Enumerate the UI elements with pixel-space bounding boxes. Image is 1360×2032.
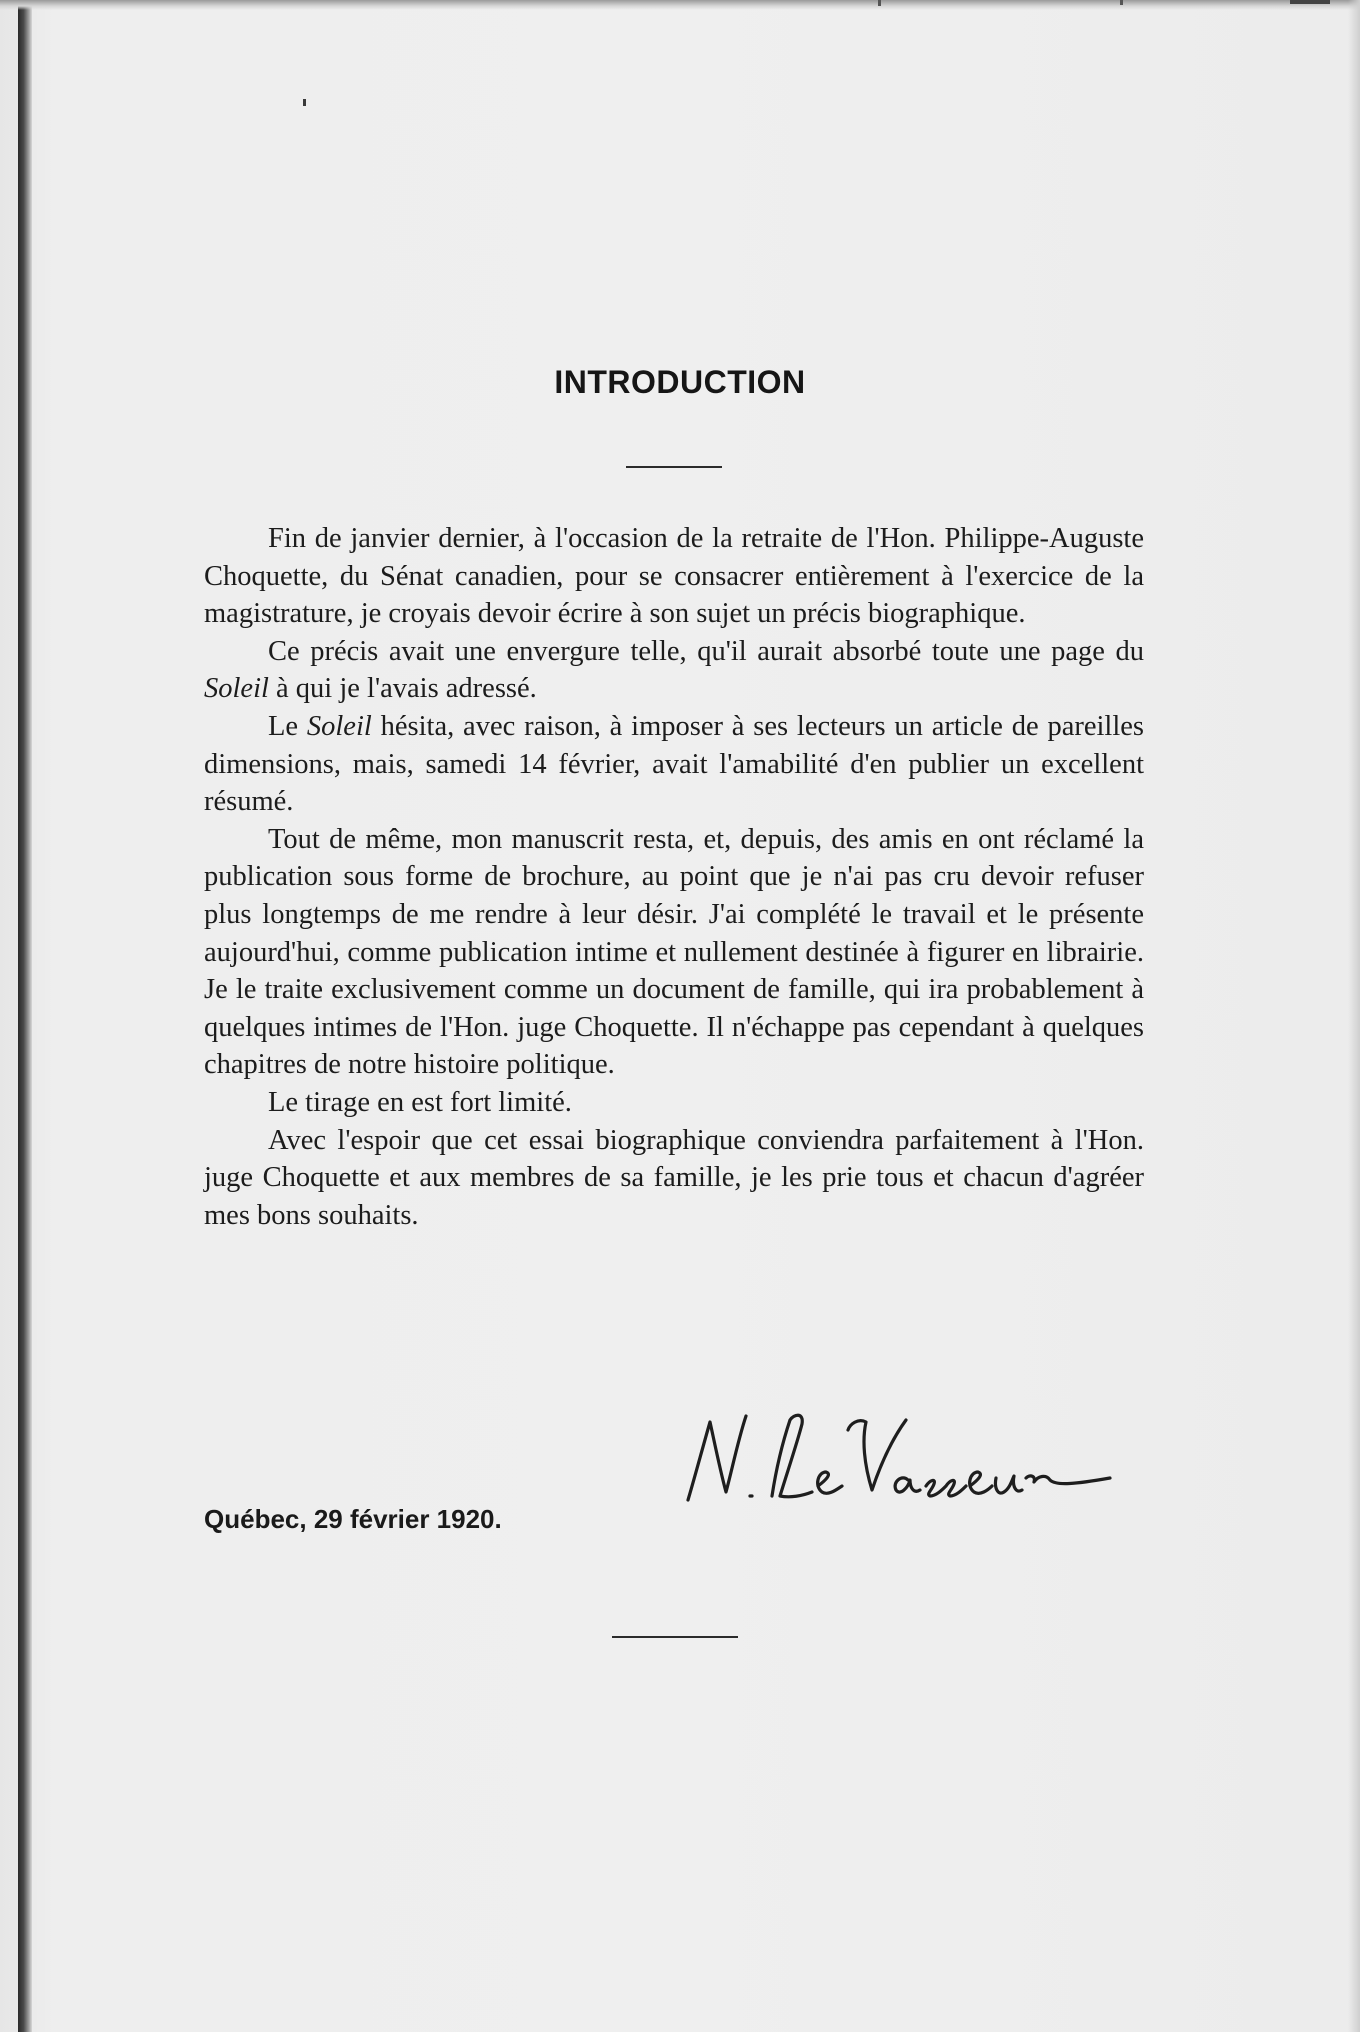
paragraph-text: à qui je l'avais adressé. — [268, 673, 537, 705]
paragraph-text: Fin de janvier dernier, à l'occasion de la retraite de l'Hon. Philippe-Auguste Choquette, du Sénat canadien, pour se consacrer entièrement à l'exercice de la magistrature, je croyais devoir écrire à son sujet un précis biographique. — [204, 523, 1144, 630]
paragraph — [204, 1084, 1144, 1122]
newspaper-name: Soleil — [306, 710, 372, 742]
paragraph-text: Avec l'espoir que cet essai biographique conviendra parfaitement à l'Hon. juge Choquette et aux membres de sa famille, je les prie tous et chacun d'agréer mes bons souhaits. — [204, 1124, 1144, 1231]
paragraph-text: Ce précis avait une envergure telle, qu'il aurait absorbé toute une page du — [268, 635, 1144, 667]
paragraph-text: Le — [268, 710, 307, 742]
paragraph-text: Le tirage en est fort limité. — [268, 1086, 572, 1118]
newspaper-name: Soleil — [204, 673, 269, 705]
closing-rule — [612, 1636, 738, 1638]
paragraph — [204, 633, 1144, 708]
place-and-date: Québec, 29 février 1920. — [204, 1504, 502, 1534]
paragraph — [204, 821, 1144, 1084]
paragraph-text: Tout de même, mon manuscrit resta, et, depuis, des amis en ont réclamé la publication sous forme de brochure, au point que je n'ai pas cru devoir refuser plus longtemps de me rendre à leur désir. J'ai complété le travail et le présente aujourd'hui, comme publication intime et nullement destinée à figurer en librairie. Je le traite exclusivement comme un document de famille, qui ira probablement à quelques intimes de l'Hon. juge Choquette. Il n'échappe pas cependant à quelques chapitres de notre histoire politique. — [204, 823, 1144, 1081]
page-title: INTRODUCTION — [554, 364, 806, 400]
introduction-body — [204, 520, 1144, 1234]
paragraph — [204, 708, 1144, 821]
title-separator-rule — [626, 466, 722, 468]
handwritten-signature — [680, 1400, 1120, 1510]
paragraph — [204, 520, 1144, 633]
paragraph — [204, 1122, 1144, 1235]
paragraph-text: hésita, avec raison, à imposer à ses lecteurs un article de pareilles dimensions, mais, samedi 14 février, avait l'amabilité d'en publier un excellent résumé. — [204, 710, 1144, 818]
